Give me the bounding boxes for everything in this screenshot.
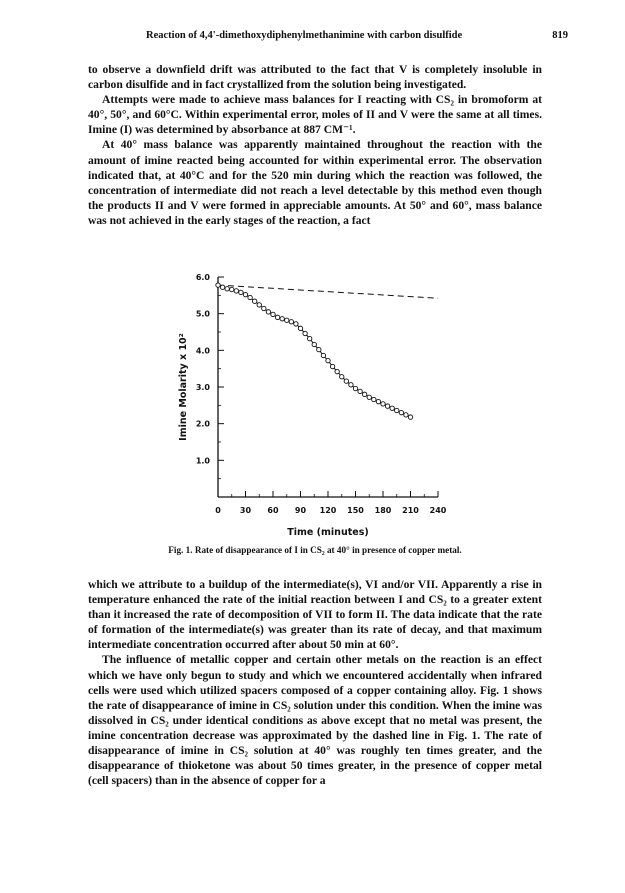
data-point [340, 375, 344, 379]
data-point [317, 347, 321, 351]
data-point [225, 287, 229, 291]
y-tick-label: 4.0 [195, 346, 210, 356]
data-point [390, 406, 394, 410]
data-series-line [218, 285, 411, 417]
data-point [408, 415, 412, 419]
data-point [285, 318, 289, 322]
body-text-bottom [88, 577, 542, 788]
data-point [271, 312, 275, 316]
data-point [243, 292, 247, 296]
data-point [395, 408, 399, 412]
data-point [280, 317, 284, 321]
data-point [239, 290, 243, 294]
data-point [230, 287, 234, 291]
y-tick-label: 1.0 [195, 456, 210, 466]
x-tick-label: 0 [215, 506, 221, 515]
data-point [294, 322, 298, 326]
y-tick-label: 5.0 [195, 309, 210, 319]
x-tick-label: 90 [294, 506, 307, 515]
data-point [220, 285, 224, 289]
data-point [358, 389, 362, 393]
data-point [335, 369, 339, 373]
data-point [344, 379, 348, 383]
y-axis-label: Imine Molarity x 10² [178, 333, 189, 441]
paragraph: which we attribute to a buildup of the intermediate(s), VI and/or VII. Apparently a rise in temperature enhanced the rate of the initial reaction between I and CS₂ to a greater extent than it increased the rate of decomposition of VII to form II. The data indicate that the rate of formation of the intermediate(s) was greater than its rate of decay, and that maximum intermediate concentration occurred after about 50 min at 60°. [88, 578, 542, 652]
data-point [262, 306, 266, 310]
paragraph: At 40° mass balance was apparently maintained throughout the reaction with the amount of imine reacted being accounted for within experimental error. The observation indicated that, at 40°C and for the 520 min during which the reaction was followed, the concentration of intermediate did not reach a level detectable by this method even though the products II and V were formed in appreciable amounts. At 50° and 60°, mass balance was not achieved in the early stages of the reaction, a fact [88, 138, 542, 227]
data-point [303, 331, 307, 335]
data-point [289, 320, 293, 324]
data-point [307, 336, 311, 340]
x-tick-label: 120 [319, 506, 337, 515]
data-point [381, 402, 385, 406]
running-title: Reaction of 4,4'-dimethoxydiphenylmethanimine with carbon disulfide [146, 30, 463, 41]
data-point [376, 399, 380, 403]
y-tick-label: 2.0 [195, 419, 210, 429]
data-point [330, 364, 334, 368]
data-point [257, 303, 261, 307]
y-tick-label: 6.0 [195, 273, 210, 282]
data-point [298, 326, 302, 330]
body-text-top [88, 62, 542, 228]
figure-caption: Fig. 1. Rate of disappearance of I in CS₂ at 40° in presence of copper metal. [168, 545, 462, 555]
x-axis-label: Time (minutes) [287, 527, 369, 538]
data-point [404, 413, 408, 417]
paragraph: Attempts were made to achieve mass balances for I reacting with CS₂ in bromoform at 40°, 50°, and 60°C. Within experimental error, moles of II and V were the same at all times. Imine (I) was determined by absorbance at 887 CM⁻¹. [88, 93, 542, 137]
data-point [275, 315, 279, 319]
data-point [234, 289, 238, 293]
figure-1-chart [168, 255, 468, 545]
data-point [248, 295, 252, 299]
data-point [385, 404, 389, 408]
x-tick-label: 60 [267, 506, 279, 515]
page-number: 819 [552, 30, 568, 41]
x-tick-label: 30 [239, 506, 252, 515]
paragraph: to observe a downfield drift was attributed to the fact that V is completely insoluble in carbon disulfide and in fact crystallized from the solution being investigated. [88, 63, 542, 92]
data-point [372, 397, 376, 401]
data-point [362, 392, 366, 396]
x-tick-label: 180 [374, 506, 392, 515]
data-point [321, 353, 325, 357]
y-tick-label: 3.0 [195, 383, 210, 392]
data-point [266, 310, 270, 314]
x-tick-label: 210 [402, 506, 419, 515]
x-tick-label: 150 [347, 506, 364, 515]
data-point [353, 386, 357, 390]
data-point [252, 299, 256, 303]
data-point [312, 342, 316, 346]
data-point [326, 358, 330, 362]
data-point [367, 395, 371, 399]
data-point [216, 283, 220, 287]
data-point [399, 410, 403, 414]
data-point [349, 383, 353, 387]
x-tick-label: 240 [429, 506, 447, 515]
running-header [88, 30, 568, 46]
paragraph: The influence of metallic copper and certain other metals on the reaction is an effect which we have only begun to study and which we encountered accidentally when infrared cells were used which utilized spacers composed of a copper containing alloy. Fig. 1 shows the rate of disappearance of imine in CS₂ solution under this condition. When the imine was dissolved in CS₂ under identical conditions as above except that no metal was present, the imine concentration decrease was approximated by the dashed line in Fig. 1. The rate of disappearance of imine in CS₂ solution at 40° was roughly ten times greater, and the disappearance of thioketone was about 50 times greater, in the presence of copper metal (cell spacers) than in the absence of copper for a [88, 653, 542, 788]
